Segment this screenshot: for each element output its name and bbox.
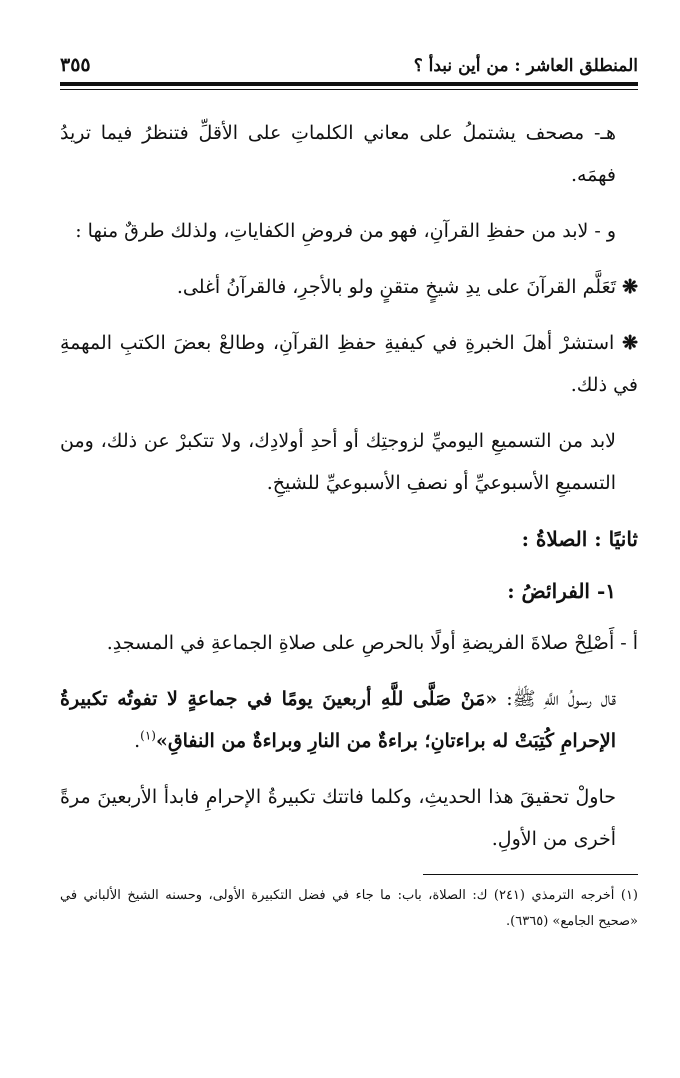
bullet-star-icon: ❋ <box>622 276 638 298</box>
item-alif: أ - أَصْلِحْ صلاةَ الفريضةِ أولًا بالحرصِ على صلاةِ الجماعةِ في المسجدِ. <box>106 632 638 654</box>
bullet-text-1: تَعَلَّم القرآنَ على يدِ شيخٍ متقنٍ ولو بالأجرِ، فالقرآنُ أغلى. <box>176 276 617 298</box>
header-rule-thin <box>60 89 638 90</box>
page-number: ٣٥٥ <box>60 54 91 76</box>
footnote-marker[interactable]: (١) <box>140 728 156 743</box>
bullet-item-1 <box>60 266 638 308</box>
item-he: هـ- مصحف يشتملُ على معاني الكلماتِ على الأقلِّ فتنظرُ فيما تريدُ فهمَه. <box>60 122 616 186</box>
section-heading-prayer: ثانيًا : الصلاةُ : <box>521 527 638 551</box>
advice-paragraph: حاولْ تحقيقَ هذا الحديثِ، وكلما فاتتك تكبيرةُ الإحرامِ فابدأ الأربعينَ مرةً أخرى من الأولِ. <box>60 786 616 850</box>
header-rule-thick <box>60 82 638 86</box>
page-body <box>60 112 638 935</box>
bullet-star-icon: ❋ <box>622 332 638 354</box>
page-header <box>60 40 638 76</box>
listening-paragraph: لابد من التسميعِ اليوميِّ لزوجتِك أو أحدِ أولادِك، ولا تتكبرْ عن ذلك، ومن التسميعِ الأسبوعيِّ أو نصفِ الأسبوعيِّ للشيخِ. <box>60 430 616 494</box>
hadith-paragraph: قال رسولُ اللَّهِ ﷺ: «مَنْ صَلَّى للَّهِ أربعينَ يومًا في جماعةٍ لا تفوتُه تكبيرةُ الإحرامِ كُتِبَتْ له براءتانِ؛ براءةٌ من النارِ وبراءةٌ من النفاقِ»$^{(١)}$. <box>60 688 617 752</box>
bullet-item-2 <box>60 322 638 406</box>
hadith-intro: قال رسولُ اللَّهِ ﷺ: <box>497 688 617 710</box>
subsection-heading-obligatory: ١- الفرائضُ : <box>507 579 616 603</box>
footnote: (١) أخرجه الترمذي (٢٤١) ك: الصلاة، باب: ما جاء في فضل التكبيرة الأولى، وحسنه الشيخ الألباني في «صحيح الجامع» (٦٣٦٥). <box>60 888 638 929</box>
hadith-text: «مَنْ صَلَّى للَّهِ أربعينَ يومًا في جماعةٍ لا تفوتُه تكبيرةُ الإحرامِ كُتِبَتْ له براءتانِ؛ براءةٌ من النارِ وبراءةٌ من النفاقِ» <box>60 688 616 752</box>
book-page <box>60 40 638 935</box>
item-waw: و - لابد من حفظِ القرآنِ، فهو من فروضِ الكفاياتِ، ولذلك طرقٌ منها : <box>75 220 616 242</box>
chapter-title: المنطلق العاشر : من أين نبدأ ؟ <box>413 56 638 76</box>
bullet-text-2: استشرْ أهلَ الخبرةِ في كيفيةِ حفظِ القرآنِ، وطالعْ بعضَ الكتبِ المهمةِ في ذلك. <box>60 332 638 396</box>
footnote-divider <box>423 874 638 875</box>
